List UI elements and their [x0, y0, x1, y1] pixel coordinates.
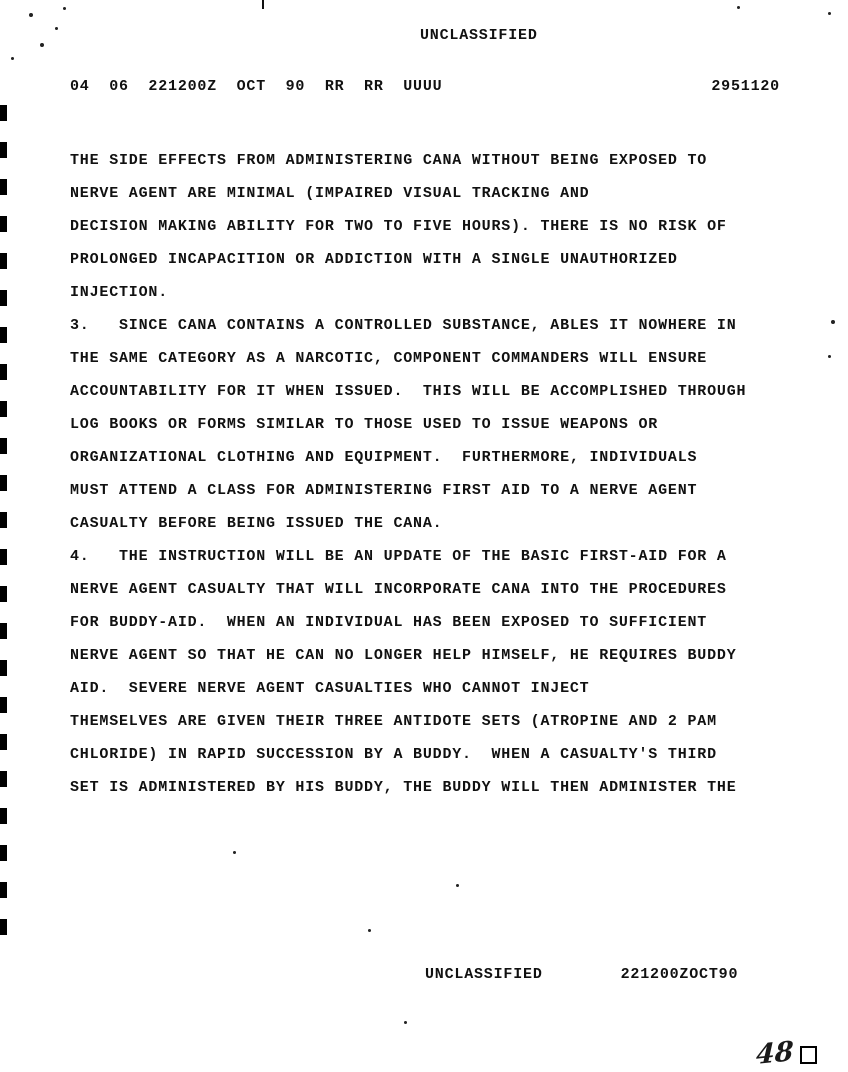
document-line: CASUALTY BEFORE BEING ISSUED THE CANA.: [70, 515, 443, 532]
classification-footer: UNCLASSIFIED: [425, 966, 543, 983]
ink-speck: [828, 12, 831, 15]
scan-tick-mark: [262, 0, 264, 9]
serial-number: 2951120: [711, 78, 780, 95]
document-line: NERVE AGENT SO THAT HE CAN NO LONGER HELP HIMSELF, HE REQUIRES BUDDY: [70, 647, 737, 664]
ink-speck: [40, 43, 44, 47]
ink-speck: [404, 1021, 407, 1024]
document-line: THE SIDE EFFECTS FROM ADMINISTERING CANA WITHOUT BEING EXPOSED TO: [70, 152, 708, 169]
ink-speck: [828, 355, 831, 358]
classification-header: UNCLASSIFIED: [420, 27, 538, 44]
document-line: FOR BUDDY-AID. WHEN AN INDIVIDUAL HAS BEEN EXPOSED TO SUFFICIENT: [70, 614, 708, 631]
document-line: PROLONGED INCAPACITION OR ADDICTION WITH A SINGLE UNAUTHORIZED: [70, 251, 678, 268]
message-header: [70, 78, 780, 95]
document-line: AID. SEVERE NERVE AGENT CASUALTIES WHO CANNOT INJECT: [70, 680, 590, 697]
document-line: DECISION MAKING ABILITY FOR TWO TO FIVE HOURS). THERE IS NO RISK OF: [70, 218, 727, 235]
ink-speck: [233, 851, 236, 854]
document-line: ACCOUNTABILITY FOR IT WHEN ISSUED. THIS WILL BE ACCOMPLISHED THROUGH: [70, 383, 747, 400]
document-line: CHLORIDE) IN RAPID SUCCESSION BY A BUDDY. WHEN A CASUALTY'S THIRD: [70, 746, 717, 763]
document-body: [70, 144, 800, 804]
document-line: SET IS ADMINISTERED BY HIS BUDDY, THE BUDDY WILL THEN ADMINISTER THE: [70, 779, 737, 796]
document-footer: [425, 966, 738, 983]
document-line: MUST ATTEND A CLASS FOR ADMINISTERING FIRST AID TO A NERVE AGENT: [70, 482, 698, 499]
routing-line: 04 06 221200Z OCT 90 RR RR UUUU: [70, 78, 443, 95]
document-line: THE SAME CATEGORY AS A NARCOTIC, COMPONENT COMMANDERS WILL ENSURE: [70, 350, 708, 367]
document-line: 3. SINCE CANA CONTAINS A CONTROLLED SUBSTANCE, ABLES IT NOWHERE IN: [70, 317, 737, 334]
ink-speck: [11, 57, 14, 60]
ink-speck: [831, 320, 835, 324]
scan-edge-marks: [0, 105, 7, 940]
ink-speck: [29, 13, 33, 17]
dtg-footer: 221200ZOCT90: [620, 966, 739, 983]
ink-speck: [737, 6, 740, 9]
document-line: NERVE AGENT ARE MINIMAL (IMPAIRED VISUAL TRACKING AND: [70, 185, 590, 202]
handwritten-box-mark: [800, 1046, 817, 1064]
ink-speck: [368, 929, 371, 932]
document-line: NERVE AGENT CASUALTY THAT WILL INCORPORATE CANA INTO THE PROCEDURES: [70, 581, 727, 598]
document-line: ORGANIZATIONAL CLOTHING AND EQUIPMENT. FURTHERMORE, INDIVIDUALS: [70, 449, 698, 466]
ink-speck: [456, 884, 459, 887]
document-line: 4. THE INSTRUCTION WILL BE AN UPDATE OF THE BASIC FIRST-AID FOR A: [70, 548, 727, 565]
ink-speck: [55, 27, 58, 30]
document-line: INJECTION.: [70, 284, 169, 301]
document-line: LOG BOOKS OR FORMS SIMILAR TO THOSE USED TO ISSUE WEAPONS OR: [70, 416, 659, 433]
document-line: THEMSELVES ARE GIVEN THEIR THREE ANTIDOTE SETS (ATROPINE AND 2 PAM: [70, 713, 717, 730]
handwritten-page-number: 48: [755, 1035, 795, 1072]
ink-speck: [63, 7, 66, 10]
